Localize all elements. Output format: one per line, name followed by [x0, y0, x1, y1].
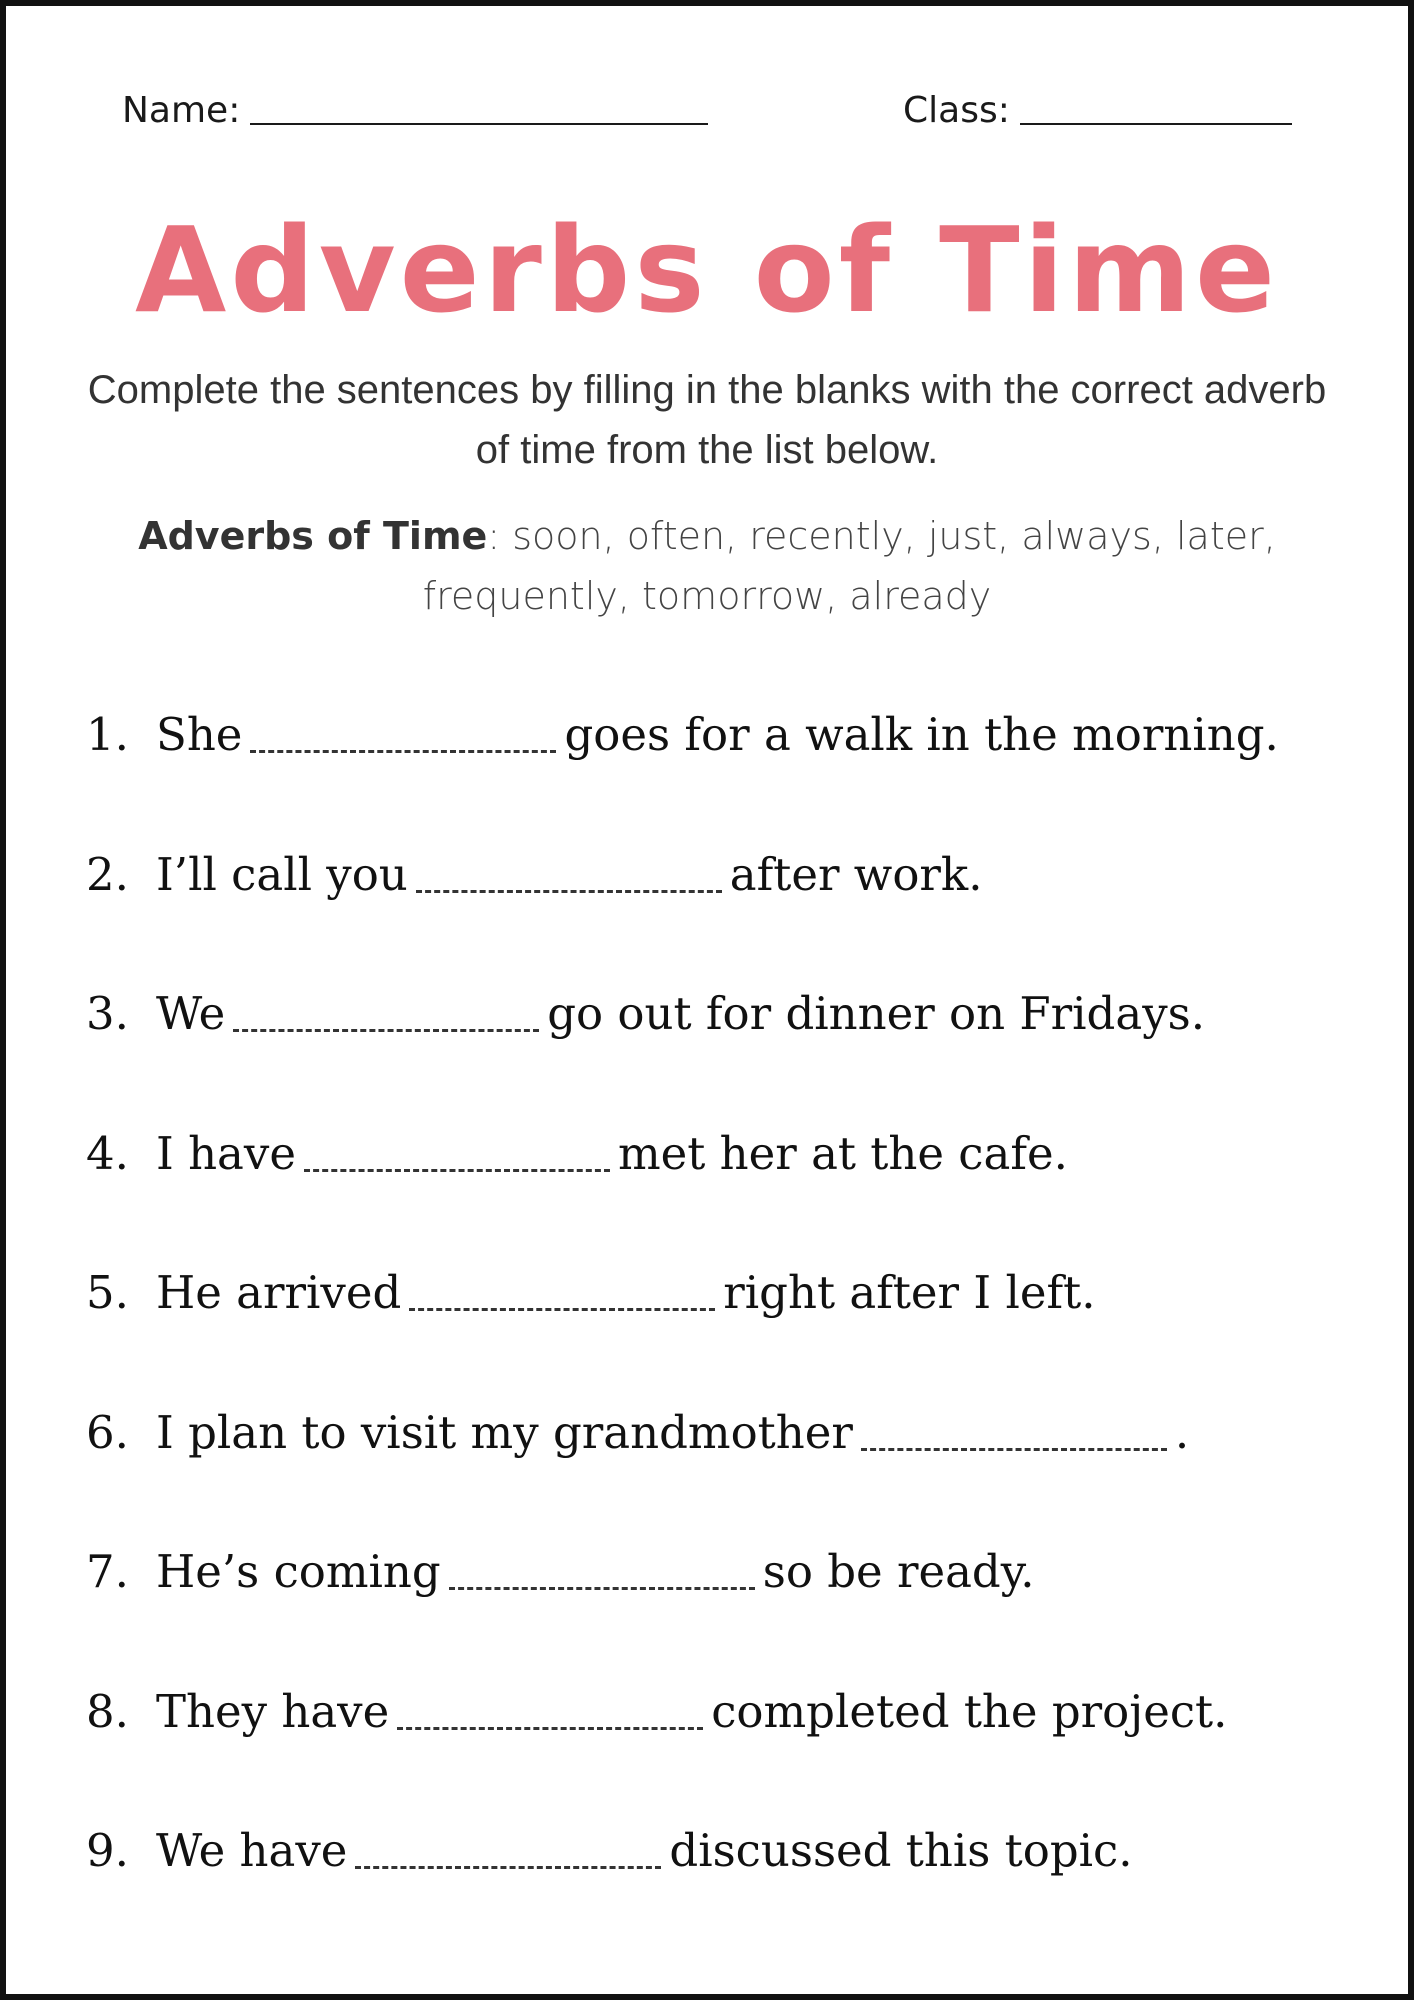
- class-label: Class:: [903, 90, 1010, 131]
- question-number: 6.: [86, 1405, 129, 1459]
- question-7: [86, 1537, 1326, 1677]
- answer-blank[interactable]: [416, 840, 722, 893]
- answer-blank[interactable]: [304, 1119, 610, 1172]
- question-text-after: right after I left.: [723, 1266, 1096, 1319]
- question-text-after: so be ready.: [762, 1545, 1035, 1598]
- header-fields: [0, 90, 1414, 140]
- question-text-before: I’ll call you: [156, 847, 408, 901]
- question-text-after: completed the project.: [711, 1684, 1228, 1738]
- question-1: [86, 700, 1326, 840]
- question-text-after: goes for a walk in the morning.: [564, 708, 1279, 761]
- question-number: 8.: [86, 1684, 129, 1738]
- instructions: Complete the sentences by filling in the blanks with the correct adverb of time from the list below.: [87, 368, 1327, 472]
- class-line[interactable]: [1020, 123, 1292, 125]
- question-number: 3.: [86, 987, 129, 1040]
- question-number: 7.: [86, 1545, 129, 1598]
- question-text-after: go out for dinner on Fridays.: [547, 987, 1206, 1040]
- question-text-after: .: [1174, 1405, 1190, 1459]
- name-line[interactable]: [250, 123, 708, 125]
- name-field: [122, 90, 708, 131]
- question-3: [86, 979, 1326, 1119]
- answer-blank[interactable]: [355, 1816, 661, 1869]
- question-9: [86, 1816, 1326, 1956]
- question-text-before: He arrived: [156, 1266, 402, 1319]
- question-text-after: met her at the cafe.: [617, 1126, 1068, 1180]
- question-list: [86, 700, 1326, 1956]
- word-bank: [110, 506, 1304, 626]
- question-number: 5.: [86, 1266, 129, 1319]
- question-number: 2.: [86, 847, 129, 901]
- question-number: 9.: [86, 1824, 129, 1877]
- question-number: 4.: [86, 1126, 129, 1180]
- question-text-after: after work.: [729, 847, 983, 901]
- question-text-before: He’s coming: [156, 1545, 441, 1598]
- question-text-before: I have: [156, 1126, 296, 1180]
- question-text-before: We have: [156, 1824, 348, 1877]
- answer-blank[interactable]: [861, 1398, 1167, 1451]
- answer-blank[interactable]: [233, 979, 539, 1032]
- question-text-before: She: [156, 708, 243, 761]
- question-2: [86, 840, 1326, 980]
- name-label: Name:: [122, 90, 241, 131]
- word-bank-words: : soon, often, recently, just, always, later, frequently, tomorrow, already: [422, 514, 1276, 618]
- question-number: 1.: [86, 708, 129, 761]
- word-bank-label: Adverbs of Time: [138, 514, 488, 558]
- question-text-before: I plan to visit my grandmother: [156, 1405, 853, 1459]
- question-8: [86, 1677, 1326, 1817]
- question-text-after: discussed this topic.: [669, 1824, 1133, 1877]
- answer-blank[interactable]: [449, 1537, 755, 1590]
- question-4: [86, 1119, 1326, 1259]
- answer-blank[interactable]: [409, 1258, 715, 1311]
- answer-blank[interactable]: [250, 700, 556, 753]
- answer-blank[interactable]: [397, 1677, 703, 1730]
- question-6: [86, 1398, 1326, 1538]
- page-title: Adverbs of Time: [134, 201, 1280, 339]
- question-text-before: We: [156, 987, 226, 1040]
- class-field: [903, 90, 1292, 131]
- question-5: [86, 1258, 1326, 1398]
- question-text-before: They have: [156, 1684, 390, 1738]
